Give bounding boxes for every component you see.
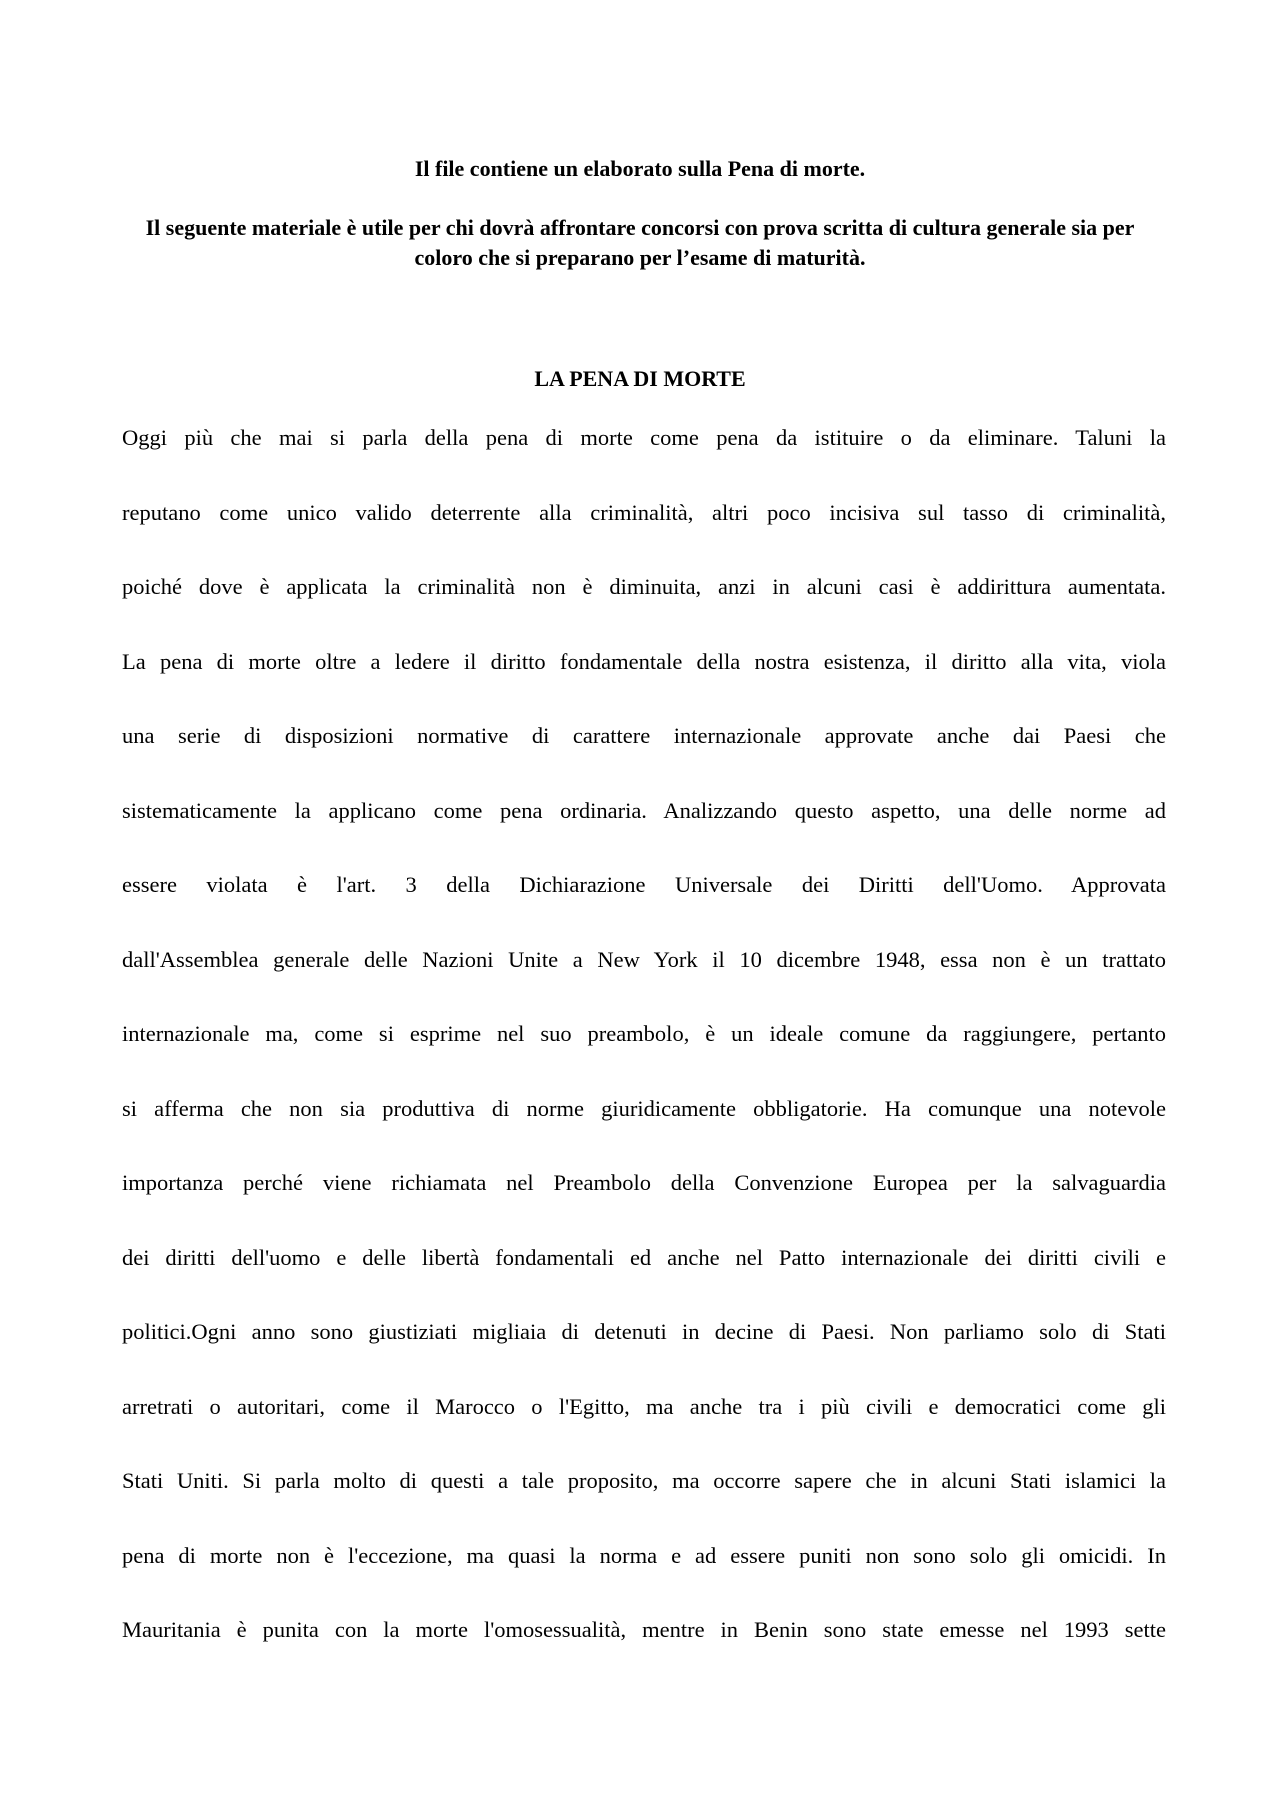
body-line: sistematicamente la applicano come pena ordinaria. Analizzando questo aspetto, una delle norme ad — [122, 797, 1166, 823]
body-line: Oggi più che mai si parla della pena di morte come pena da istituire o da eliminare. Taluni la — [122, 425, 1166, 450]
body-line: reputano come unico valido deterrente alla criminalità, altri poco incisiva sul tasso di criminalità, — [122, 499, 1166, 525]
body-line: Stati Uniti. Si parla molto di questi a tale proposito, ma occorre sapere che in alcuni Stati islamici la — [122, 1468, 1166, 1493]
body-line: essere violata è l'art. 3 della Dichiarazione Universale dei Diritti dell'Uomo. Approvata — [122, 872, 1166, 897]
body-line: si afferma che non sia produttiva di norme giuridicamente obbligatorie. Ha comunque una notevole — [122, 1095, 1166, 1121]
body-text — [122, 423, 1166, 1690]
body-line: una serie di disposizioni normative di carattere internazionale approvate anche dai Paesi che — [122, 723, 1166, 748]
body-line: La pena di morte oltre a ledere il diritto fondamentale della nostra esistenza, il diritto alla vita, viola — [122, 648, 1166, 674]
body-line: arretrati o autoritari, come il Marocco o l'Egitto, ma anche tra i più civili e democratici come gli — [122, 1393, 1166, 1419]
body-line: Mauritania è punita con la morte l'omosessualità, mentre in Benin sono state emesse nel 1993 sette — [122, 1617, 1166, 1642]
body-line: dei diritti dell'uomo e delle libertà fondamentali ed anche nel Patto internazionale dei diritti civili e — [122, 1244, 1166, 1270]
intro-description: Il seguente materiale è utile per chi dovrà affrontare concorsi con prova scritta di cultura generale sia per coloro che si preparano per l’esame di maturità. — [145, 215, 1135, 270]
body-line: importanza perché viene richiamata nel Preambolo della Convenzione Europea per la salvaguardia — [122, 1170, 1166, 1195]
body-line: poiché dove è applicata la criminalità non è diminuita, anzi in alcuni casi è addirittura aumentata. — [122, 574, 1166, 599]
body-line: internazionale ma, come si esprime nel suo preambolo, è un ideale comune da raggiungere, pertanto — [122, 1021, 1166, 1046]
section-title: LA PENA DI MORTE — [534, 366, 746, 391]
body-line: politici.Ogni anno sono giustiziati migliaia di detenuti in decine di Paesi. Non parliamo solo di Stati — [122, 1319, 1166, 1344]
intro-heading: Il file contiene un elaborato sulla Pena di morte. — [414, 156, 866, 181]
body-line: dall'Assemblea generale delle Nazioni Unite a New York il 10 dicembre 1948, essa non è un trattato — [122, 946, 1166, 972]
body-line: pena di morte non è l'eccezione, ma quasi la norma e ad essere puniti non sono solo gli omicidi. In — [122, 1542, 1166, 1568]
